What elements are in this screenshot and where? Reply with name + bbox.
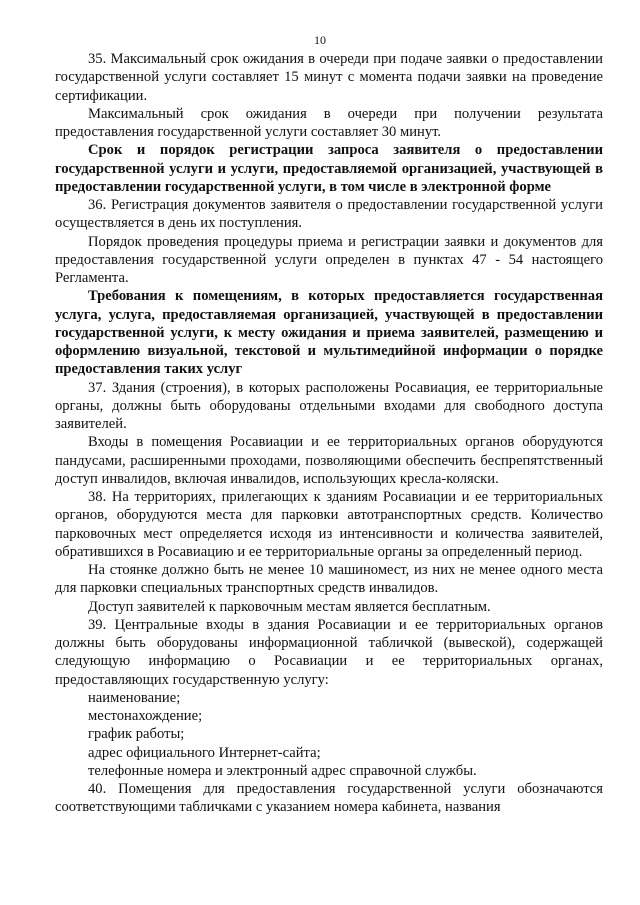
paragraph-40: 40. Помещения для предоставления государственной услуги обозначаются соответствующими табличками с указанием номера кабинета, названия [55,781,603,816]
list-item: адрес официального Интернет-сайта; [88,744,321,761]
paragraph-parking-spaces: На стоянке должно быть не менее 10 машиномест, из них не менее одного места для парковки специальных транспортных средств инвалидов. [55,562,603,597]
paragraph-37: 37. Здания (строения), в которых расположены Росавиация, ее территориальные органы, должны быть оборудованы отдельными входами для свободного доступа заявителей. [55,379,603,432]
page-number: 10 [314,33,326,47]
paragraph-entrances: Входы в помещения Росавиации и ее территориальных органов оборудуются пандусами, расширенными проходами, позволяющими обеспечить беспрепятственный доступ инвалидов, включая инвалидов, использующих кресла-коляски. [55,434,603,487]
paragraph-waiting-result: Максимальный срок ожидания в очереди при получении результата предоставления государственной услуги составляет 30 минут. [55,105,603,140]
paragraph-35: 35. Максимальный срок ожидания в очереди при подаче заявки о предоставлении государственной услуги составляет 15 минут с момента подачи заявки на проведение сертификации. [55,51,603,104]
paragraph-36: 36. Регистрация документов заявителя о предоставлении государственной услуги осуществляется в день их поступления. [55,197,603,232]
paragraph-38: 38. На территориях, прилегающих к зданиям Росавиации и ее территориальных органов, оборудуются места для парковки автотранспортных средств. Количество парковочных мест определяется исходя из интенсивности и количества заявителей, обратившихся в Росавиацию и ее территориальные органы за определенный период. [55,489,603,560]
paragraph-39: 39. Центральные входы в здания Росавиации и ее территориальных органов должны быть оборудованы информационной табличкой (вывеской), содержащей следующую информацию о Росавиации и ее территориальных органах, предоставляющих государственную услугу: [55,616,603,688]
list-item: местонахождение; [88,708,203,724]
paragraph-parking-free: Доступ заявителей к парковочным местам является бесплатным. [88,598,491,615]
paragraph-procedure: Порядок проведения процедуры приема и регистрации заявки и документов для предоставления государственной услуги определен в пунктах 47 - 54 настоящего Регламента. [55,233,603,286]
list-item: телефонные номера и электронный адрес справочной службы. [88,762,477,779]
page-content [55,50,603,817]
list-item: график работы; [88,726,185,743]
list-item: наименование; [88,689,181,706]
section-heading-premises: Требования к помещениям, в которых предоставляется государственная услуга, услуга, предоставляемая организацией, участвующей в предоставлении государственной услуги, к месту ожидания и приема заявителей, размещению и оформлению визуальной, текстовой и мультимедийной информации о порядке предоставления таких услуг [55,288,603,378]
section-heading-registration: Срок и порядок регистрации запроса заявителя о предоставлении государственной услуги и услуги, предоставляемой организацией, участвующей в предоставлении государственной услуги, в том числе в электронной форме [55,142,603,195]
